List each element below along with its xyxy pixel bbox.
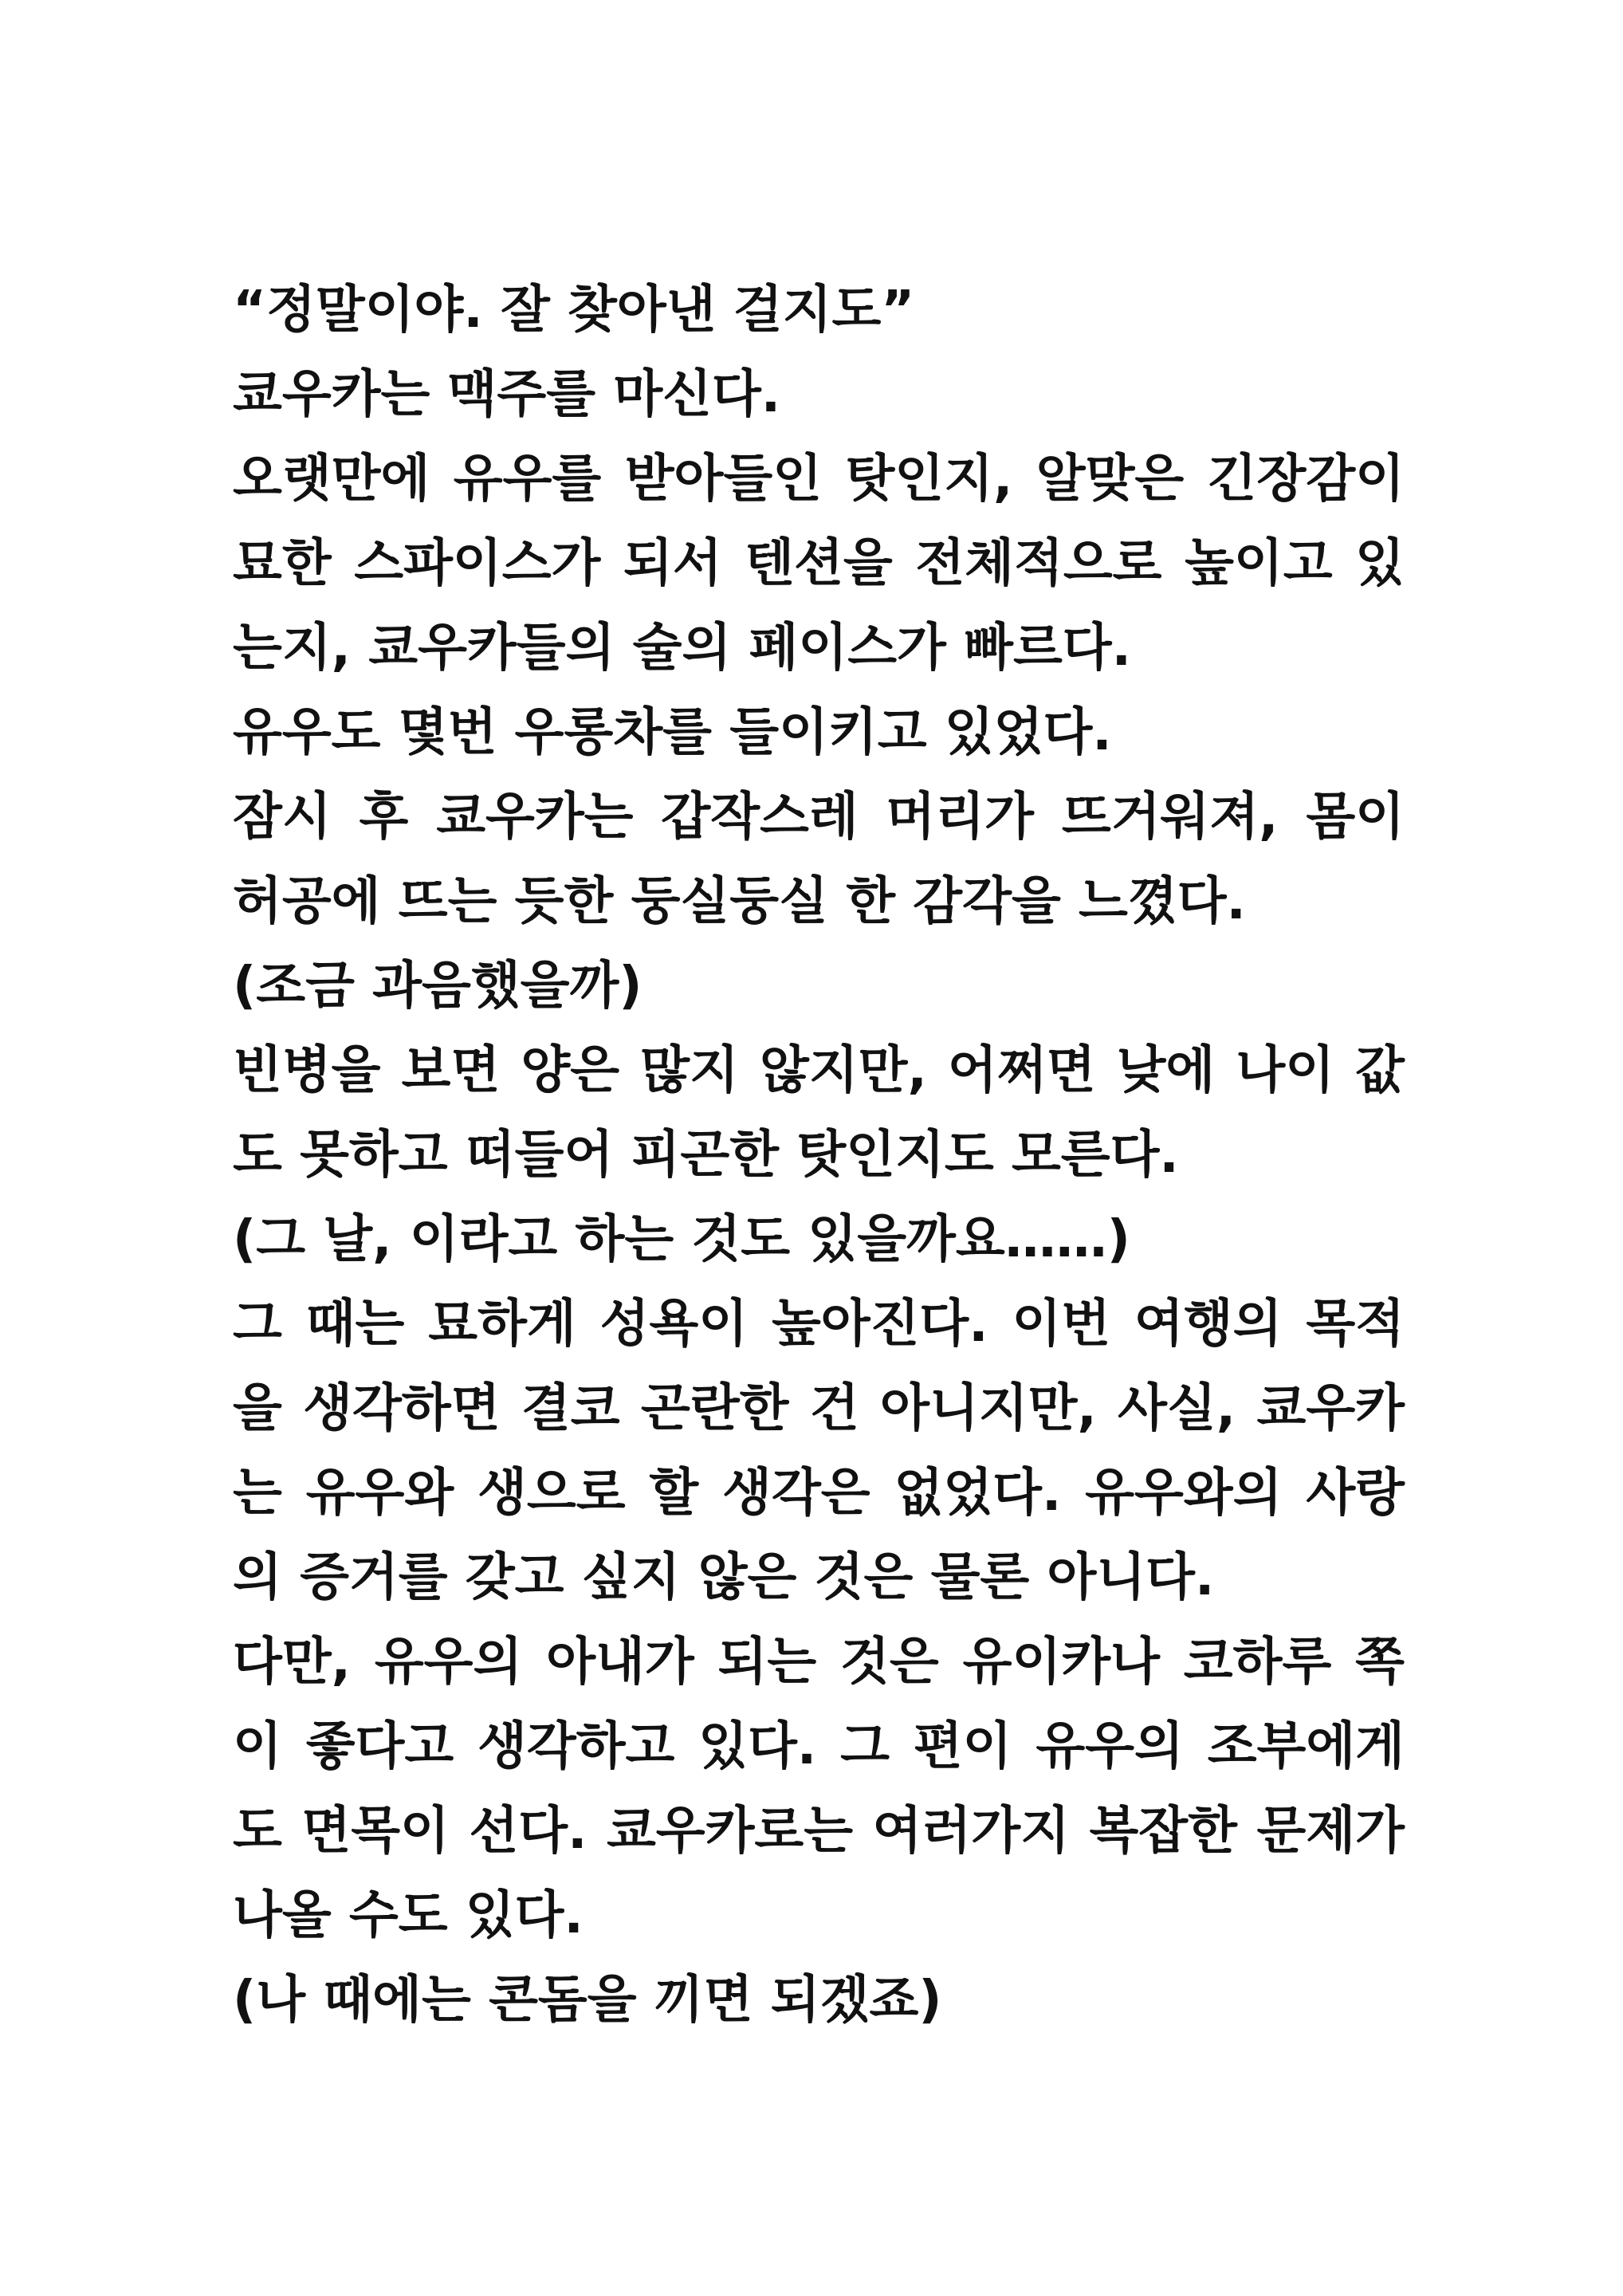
text-line: (조금 과음했을까): [233, 957, 643, 1016]
text-line: 유우도 몇번 우롱차를 들이키고 있었다.: [233, 703, 1112, 762]
text-line: 이 좋다고 생각하고 있다. 그 편이 유우의 조부에게: [233, 1717, 1405, 1776]
text-line: 오랫만에 유우를 받아들인 탓인지, 알맞은 긴장감이: [233, 450, 1405, 509]
text-line: 도 못하고 떠들어 피곤한 탓인지도 모른다.: [233, 1126, 1179, 1185]
text-line: (그 날, 이라고 하는 것도 있을까요……): [233, 1210, 1130, 1269]
text-line: 허공에 뜨는 듯한 둥실둥실 한 감각을 느꼈다.: [233, 872, 1246, 931]
text-line: 빈병을 보면 양은 많지 않지만, 어쩌면 낮에 나이 값: [233, 1041, 1405, 1100]
text-line: 다만, 유우의 아내가 되는 것은 유이카나 코하루 쪽: [233, 1633, 1405, 1692]
text-line: 그 때는 묘하게 성욕이 높아진다. 이번 여행의 목적: [233, 1295, 1405, 1354]
text-line: 의 증거를 갖고 싶지 않은 것은 물론 아니다.: [233, 1548, 1215, 1607]
text-line: “정말이야. 잘 찾아낸 걸지도”: [233, 281, 915, 340]
text-line: 을 생각하면 결코 곤란한 건 아니지만, 사실, 쿄우카: [233, 1379, 1405, 1438]
text-line: 잠시 후 쿄우카는 갑작스레 머리가 뜨거워져, 몸이: [233, 788, 1405, 847]
text-line: 는 유우와 생으로 할 생각은 없었다. 유우와의 사랑: [233, 1464, 1405, 1523]
text-line: 묘한 스파이스가 되서 텐션을 전체적으로 높이고 있: [233, 534, 1405, 593]
text-line: 쿄우카는 맥주를 마신다.: [233, 365, 781, 424]
body-text: [233, 268, 1405, 2042]
text-line: 는지, 쿄우카들의 술의 페이스가 빠르다.: [233, 619, 1131, 678]
text-line: (나 때에는 콘돔을 끼면 되겠죠): [233, 1971, 942, 2030]
text-line: 나올 수도 있다.: [233, 1886, 584, 1945]
text-line: 도 면목이 선다. 쿄우카로는 여러가지 복잡한 문제가: [233, 1802, 1405, 1861]
